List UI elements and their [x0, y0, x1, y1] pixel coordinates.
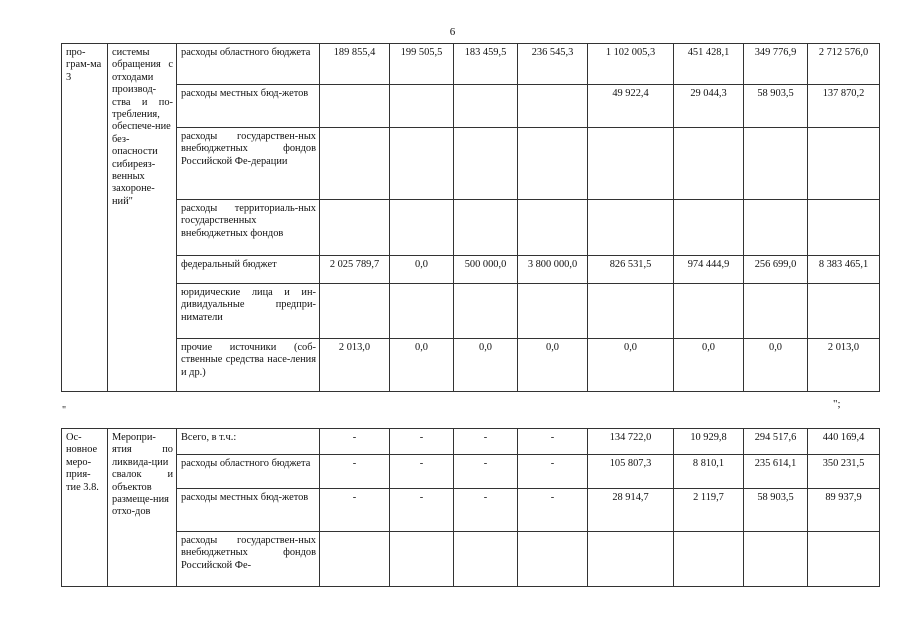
page-number: 6	[449, 26, 456, 38]
value-cell: 8 810,1	[674, 455, 744, 489]
value-cell: -	[390, 429, 454, 455]
table-row	[62, 284, 880, 339]
value-cell	[320, 85, 390, 128]
table-row	[62, 256, 880, 284]
row-label: расходы территориаль-ных государственных внебюджетных фондов	[177, 200, 320, 256]
value-cell: 350 231,5	[808, 455, 880, 489]
value-cell: 29 044,3	[674, 85, 744, 128]
value-cell: -	[390, 489, 454, 532]
value-cell: 137 870,2	[808, 85, 880, 128]
row-label: расходы областного бюджета	[177, 44, 320, 85]
table-row	[62, 489, 880, 532]
table-row	[62, 85, 880, 128]
value-cell: 134 722,0	[588, 429, 674, 455]
value-cell: 49 922,4	[588, 85, 674, 128]
value-cell	[674, 200, 744, 256]
row-label: расходы областного бюджета	[177, 455, 320, 489]
value-cell: -	[518, 429, 588, 455]
value-cell: -	[454, 489, 518, 532]
value-cell	[744, 200, 808, 256]
value-cell	[390, 284, 454, 339]
value-cell	[518, 200, 588, 256]
value-cell: 58 903,5	[744, 489, 808, 532]
row-label: Всего, в т.ч.:	[177, 429, 320, 455]
value-cell	[674, 532, 744, 587]
row-label: расходы государствен-ных внебюджетных фондов Российской Фе-	[177, 532, 320, 587]
budget-table-measure-3-8	[61, 428, 880, 587]
value-cell	[320, 284, 390, 339]
value-cell: -	[518, 489, 588, 532]
value-cell	[674, 128, 744, 200]
value-cell: -	[454, 429, 518, 455]
value-cell	[588, 284, 674, 339]
value-cell: 0,0	[390, 339, 454, 392]
value-cell: 0,0	[588, 339, 674, 392]
table-row	[62, 455, 880, 489]
table-row	[62, 429, 880, 455]
value-cell	[744, 284, 808, 339]
program-cell: про-грам-ма 3	[62, 44, 108, 392]
value-cell: -	[454, 455, 518, 489]
value-cell: 349 776,9	[744, 44, 808, 85]
value-cell	[808, 200, 880, 256]
value-cell: 28 914,7	[588, 489, 674, 532]
row-label: расходы государствен-ных внебюджетных фондов Российской Фе-дерации	[177, 128, 320, 200]
value-cell: -	[390, 455, 454, 489]
value-cell	[320, 532, 390, 587]
value-cell	[454, 532, 518, 587]
value-cell: -	[320, 429, 390, 455]
value-cell	[454, 85, 518, 128]
value-cell: 826 531,5	[588, 256, 674, 284]
value-cell	[390, 532, 454, 587]
value-cell	[808, 128, 880, 200]
value-cell	[588, 128, 674, 200]
value-cell: 0,0	[390, 256, 454, 284]
value-cell: 294 517,6	[744, 429, 808, 455]
value-cell: 58 903,5	[744, 85, 808, 128]
value-cell: 10 929,8	[674, 429, 744, 455]
row-label: прочие источники (соб-ственные средства насе-ления и др.)	[177, 339, 320, 392]
value-cell: 440 169,4	[808, 429, 880, 455]
closing-quote: ";	[833, 398, 841, 410]
value-cell	[518, 128, 588, 200]
value-cell	[744, 128, 808, 200]
value-cell: 89 937,9	[808, 489, 880, 532]
measure-cell: Ос-новное меро-прия-тие 3.8.	[62, 429, 108, 587]
opening-quote: "	[62, 405, 67, 416]
value-cell: 2 712 576,0	[808, 44, 880, 85]
value-cell	[808, 532, 880, 587]
table-row	[62, 200, 880, 256]
value-cell: 0,0	[744, 339, 808, 392]
value-cell: 2 119,7	[674, 489, 744, 532]
value-cell	[390, 128, 454, 200]
row-label: расходы местных бюд-жетов	[177, 489, 320, 532]
value-cell: 451 428,1	[674, 44, 744, 85]
measure-description-cell: Меропри-ятия по ликвида-ции свалок и объектов размеще-ния отхо-дов	[108, 429, 177, 587]
value-cell: 235 614,1	[744, 455, 808, 489]
value-cell: -	[518, 455, 588, 489]
value-cell	[588, 532, 674, 587]
value-cell	[320, 200, 390, 256]
value-cell	[454, 284, 518, 339]
value-cell: 256 699,0	[744, 256, 808, 284]
value-cell: 1 102 005,3	[588, 44, 674, 85]
value-cell	[518, 532, 588, 587]
table-row	[62, 128, 880, 200]
value-cell: 0,0	[454, 339, 518, 392]
row-label: расходы местных бюд-жетов	[177, 85, 320, 128]
value-cell	[454, 128, 518, 200]
value-cell: 3 800 000,0	[518, 256, 588, 284]
value-cell: 105 807,3	[588, 455, 674, 489]
value-cell: -	[320, 489, 390, 532]
value-cell: 500 000,0	[454, 256, 518, 284]
value-cell	[518, 85, 588, 128]
value-cell	[518, 284, 588, 339]
value-cell: -	[320, 455, 390, 489]
row-label: юридические лица и ин-дивидуальные предпри-ниматели	[177, 284, 320, 339]
value-cell	[744, 532, 808, 587]
value-cell	[320, 128, 390, 200]
value-cell: 2 013,0	[808, 339, 880, 392]
value-cell: 0,0	[674, 339, 744, 392]
value-cell	[390, 200, 454, 256]
value-cell: 183 459,5	[454, 44, 518, 85]
value-cell	[808, 284, 880, 339]
value-cell	[674, 284, 744, 339]
value-cell: 8 383 465,1	[808, 256, 880, 284]
value-cell	[390, 85, 454, 128]
budget-table-program-3	[61, 43, 880, 392]
value-cell: 236 545,3	[518, 44, 588, 85]
table-row	[62, 44, 880, 85]
value-cell: 199 505,5	[390, 44, 454, 85]
value-cell: 0,0	[518, 339, 588, 392]
table-row	[62, 339, 880, 392]
table-row	[62, 532, 880, 587]
value-cell: 2 025 789,7	[320, 256, 390, 284]
value-cell: 189 855,4	[320, 44, 390, 85]
value-cell: 2 013,0	[320, 339, 390, 392]
value-cell	[588, 200, 674, 256]
row-label: федеральный бюджет	[177, 256, 320, 284]
value-cell	[454, 200, 518, 256]
program-description-cell: системы обращения с отходами производ-ства и по-требления, обеспече-ние без-опасности сибиреяз-венных захороне-ний"	[108, 44, 177, 392]
value-cell: 974 444,9	[674, 256, 744, 284]
